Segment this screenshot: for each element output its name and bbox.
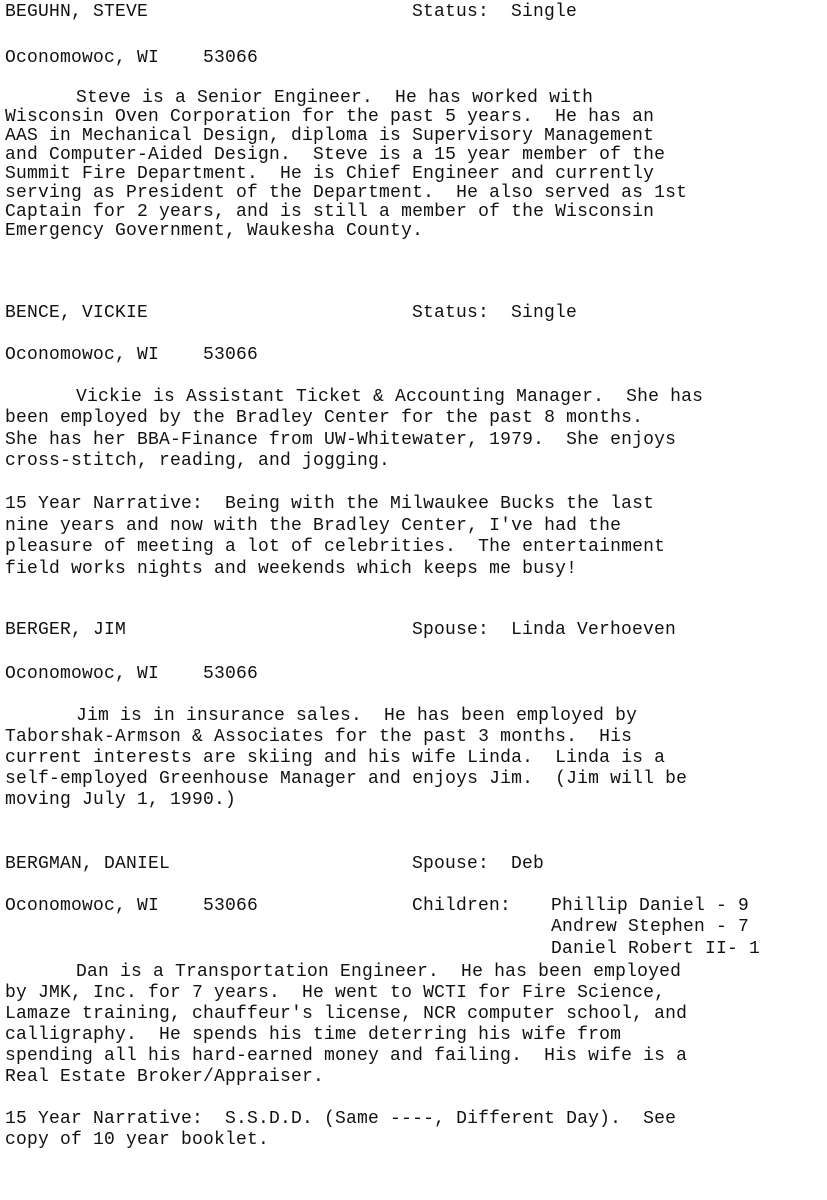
entry-spouse: Spouse: Deb (412, 854, 545, 874)
child-entry: Phillip Daniel - 9 (551, 896, 750, 916)
bio-line: Wisconsin Oven Corporation for the past 5 years. He has an (5, 107, 655, 127)
bio-line: cross-stitch, reading, and jogging. (5, 451, 391, 471)
entry-address: Oconomowoc, WI 53066 (5, 48, 259, 68)
entry-spouse: Spouse: Linda Verhoeven (412, 620, 677, 640)
bio-line: AAS in Mechanical Design, diploma is Supervisory Management (5, 126, 655, 146)
entry-address: Oconomowoc, WI 53066 (5, 664, 259, 684)
bio-line: Summit Fire Department. He is Chief Engineer and currently (5, 164, 655, 184)
narrative-line: nine years and now with the Bradley Center, I've had the (5, 516, 622, 536)
bio-line: current interests are skiing and his wife Linda. Linda is a (5, 748, 666, 768)
bio-line: calligraphy. He spends his time deterring his wife from (5, 1025, 622, 1045)
bio-line: and Computer-Aided Design. Steve is a 15 year member of the (5, 145, 666, 165)
bio-line: self-employed Greenhouse Manager and enjoys Jim. (Jim will be (5, 769, 688, 789)
entry-address: Oconomowoc, WI 53066 (5, 345, 259, 365)
bio-line: Jim is in insurance sales. He has been employed by (76, 706, 638, 726)
bio-line: Dan is a Transportation Engineer. He has been employed (76, 962, 682, 982)
bio-line: Lamaze training, chauffeur's license, NCR computer school, and (5, 1004, 688, 1024)
entry-status: Status: Single (412, 2, 578, 22)
entry-name: BERGER, JIM (5, 620, 127, 640)
bio-line: Emergency Government, Waukesha County. (5, 221, 424, 241)
entry-name: BERGMAN, DANIEL (5, 854, 171, 874)
bio-line: by JMK, Inc. for 7 years. He went to WCTI for Fire Science, (5, 983, 666, 1003)
narrative-line: copy of 10 year booklet. (5, 1130, 270, 1150)
bio-line: been employed by the Bradley Center for the past 8 months. (5, 408, 644, 428)
bio-line: Captain for 2 years, and is still a member of the Wisconsin (5, 202, 655, 222)
bio-line: moving July 1, 1990.) (5, 790, 237, 810)
narrative-line: pleasure of meeting a lot of celebrities. The entertainment (5, 537, 666, 557)
bio-line: serving as President of the Department. He also served as 1st (5, 183, 688, 203)
bio-line: spending all his hard-earned money and failing. His wife is a (5, 1046, 688, 1066)
narrative-line: 15 Year Narrative: S.S.D.D. (Same ----, Different Day). See (5, 1109, 677, 1129)
bio-line: Taborshak-Armson & Associates for the past 3 months. His (5, 727, 633, 747)
narrative-line: 15 Year Narrative: Being with the Milwaukee Bucks the last (5, 494, 655, 514)
child-entry: Andrew Stephen - 7 (551, 917, 750, 937)
bio-line: Steve is a Senior Engineer. He has worked with (76, 88, 594, 108)
entry-status: Status: Single (412, 303, 578, 323)
children-label: Children: (412, 896, 512, 916)
narrative-line: field works nights and weekends which keeps me busy! (5, 559, 578, 579)
bio-line: Vickie is Assistant Ticket & Accounting Manager. She has (76, 387, 704, 407)
entry-name: BEGUHN, STEVE (5, 2, 149, 22)
entry-name: BENCE, VICKIE (5, 303, 149, 323)
bio-line: She has her BBA-Finance from UW-Whitewater, 1979. She enjoys (5, 430, 677, 450)
child-entry: Daniel Robert II- 1 (551, 939, 761, 959)
bio-line: Real Estate Broker/Appraiser. (5, 1067, 325, 1087)
entry-address: Oconomowoc, WI 53066 (5, 896, 259, 916)
